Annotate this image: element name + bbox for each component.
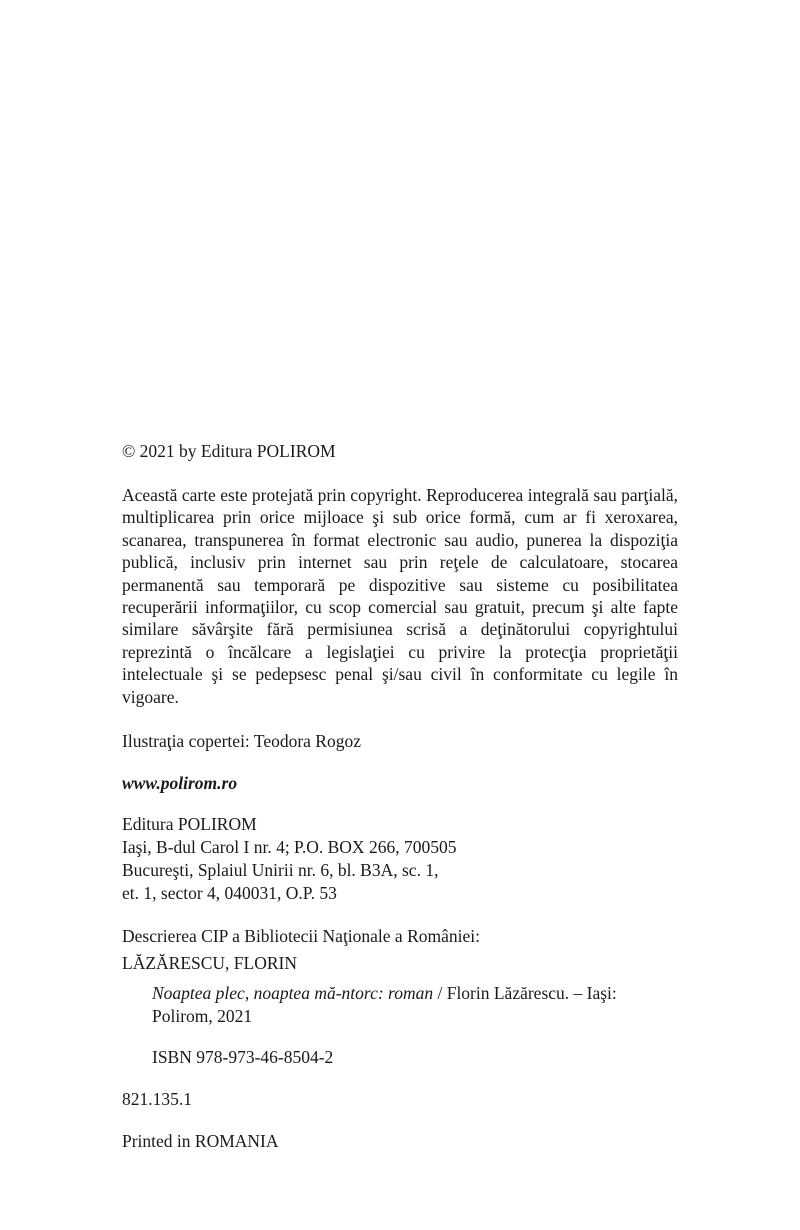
printed-in: Printed in ROMANIA xyxy=(122,1131,279,1152)
publisher-name: Editura POLIROM xyxy=(122,814,257,835)
publisher-address xyxy=(122,813,678,905)
publisher-website[interactable]: www.polirom.ro xyxy=(122,773,238,794)
cip-entry-line1 xyxy=(152,982,678,1005)
cip-entry xyxy=(122,982,678,1027)
cip-heading: Descrierea CIP a Bibliotecii Naţionale a României: xyxy=(122,926,480,947)
address-bucuresti-line2: et. 1, sector 4, 040031, O.P. 53 xyxy=(122,883,337,904)
address-bucuresti-line1: Bucureşti, Splaiul Unirii nr. 6, bl. B3A, sc. 1, xyxy=(122,860,439,881)
legal-notice: Această carte este protejată prin copyright. Reproducerea integrală sau parţială, multiplicarea prin orice mijloace şi sub orice formă, cum ar fi xeroxarea, scanarea, transpunerea în format electronic sau audio, punerea la dispoziţia publică, inclusiv prin internet sau prin reţele de calculatoare, stocarea permanentă sau temporară pe dispozitive sau sisteme cu posibilitatea recuperării informaţiilor, cu scop comercial sau gratuit, precum şi alte fapte similare săvârşite fără permisiunea scrisă a deţinătorului copyrightului reprezintă o încălcare a legislaţiei cu privire la protecţia proprietăţii intelectuale şi se pedepsesc penal şi/sau civil în conformitate cu legile în vigoare. xyxy=(122,485,678,707)
cip-entry-author: / Florin Lăzărescu. – Iaşi: xyxy=(433,983,617,1004)
cip-entry-line2: Polirom, 2021 xyxy=(152,1005,253,1026)
cip-author: LĂZĂRESCU, FLORIN xyxy=(122,953,298,974)
isbn: ISBN 978-973-46-8504-2 xyxy=(152,1047,334,1068)
copyright-notice: © 2021 by Editura POLIROM xyxy=(122,441,336,461)
book-title: Noaptea plec, noaptea mă-ntorc: roman xyxy=(152,983,434,1004)
copyright-page xyxy=(122,440,678,1152)
address-iasi: Iaşi, B-dul Carol I nr. 4; P.O. BOX 266, 700505 xyxy=(122,837,457,858)
udc-classification: 821.135.1 xyxy=(122,1089,192,1110)
cover-illustration-credit: Ilustraţia copertei: Teodora Rogoz xyxy=(122,731,361,752)
